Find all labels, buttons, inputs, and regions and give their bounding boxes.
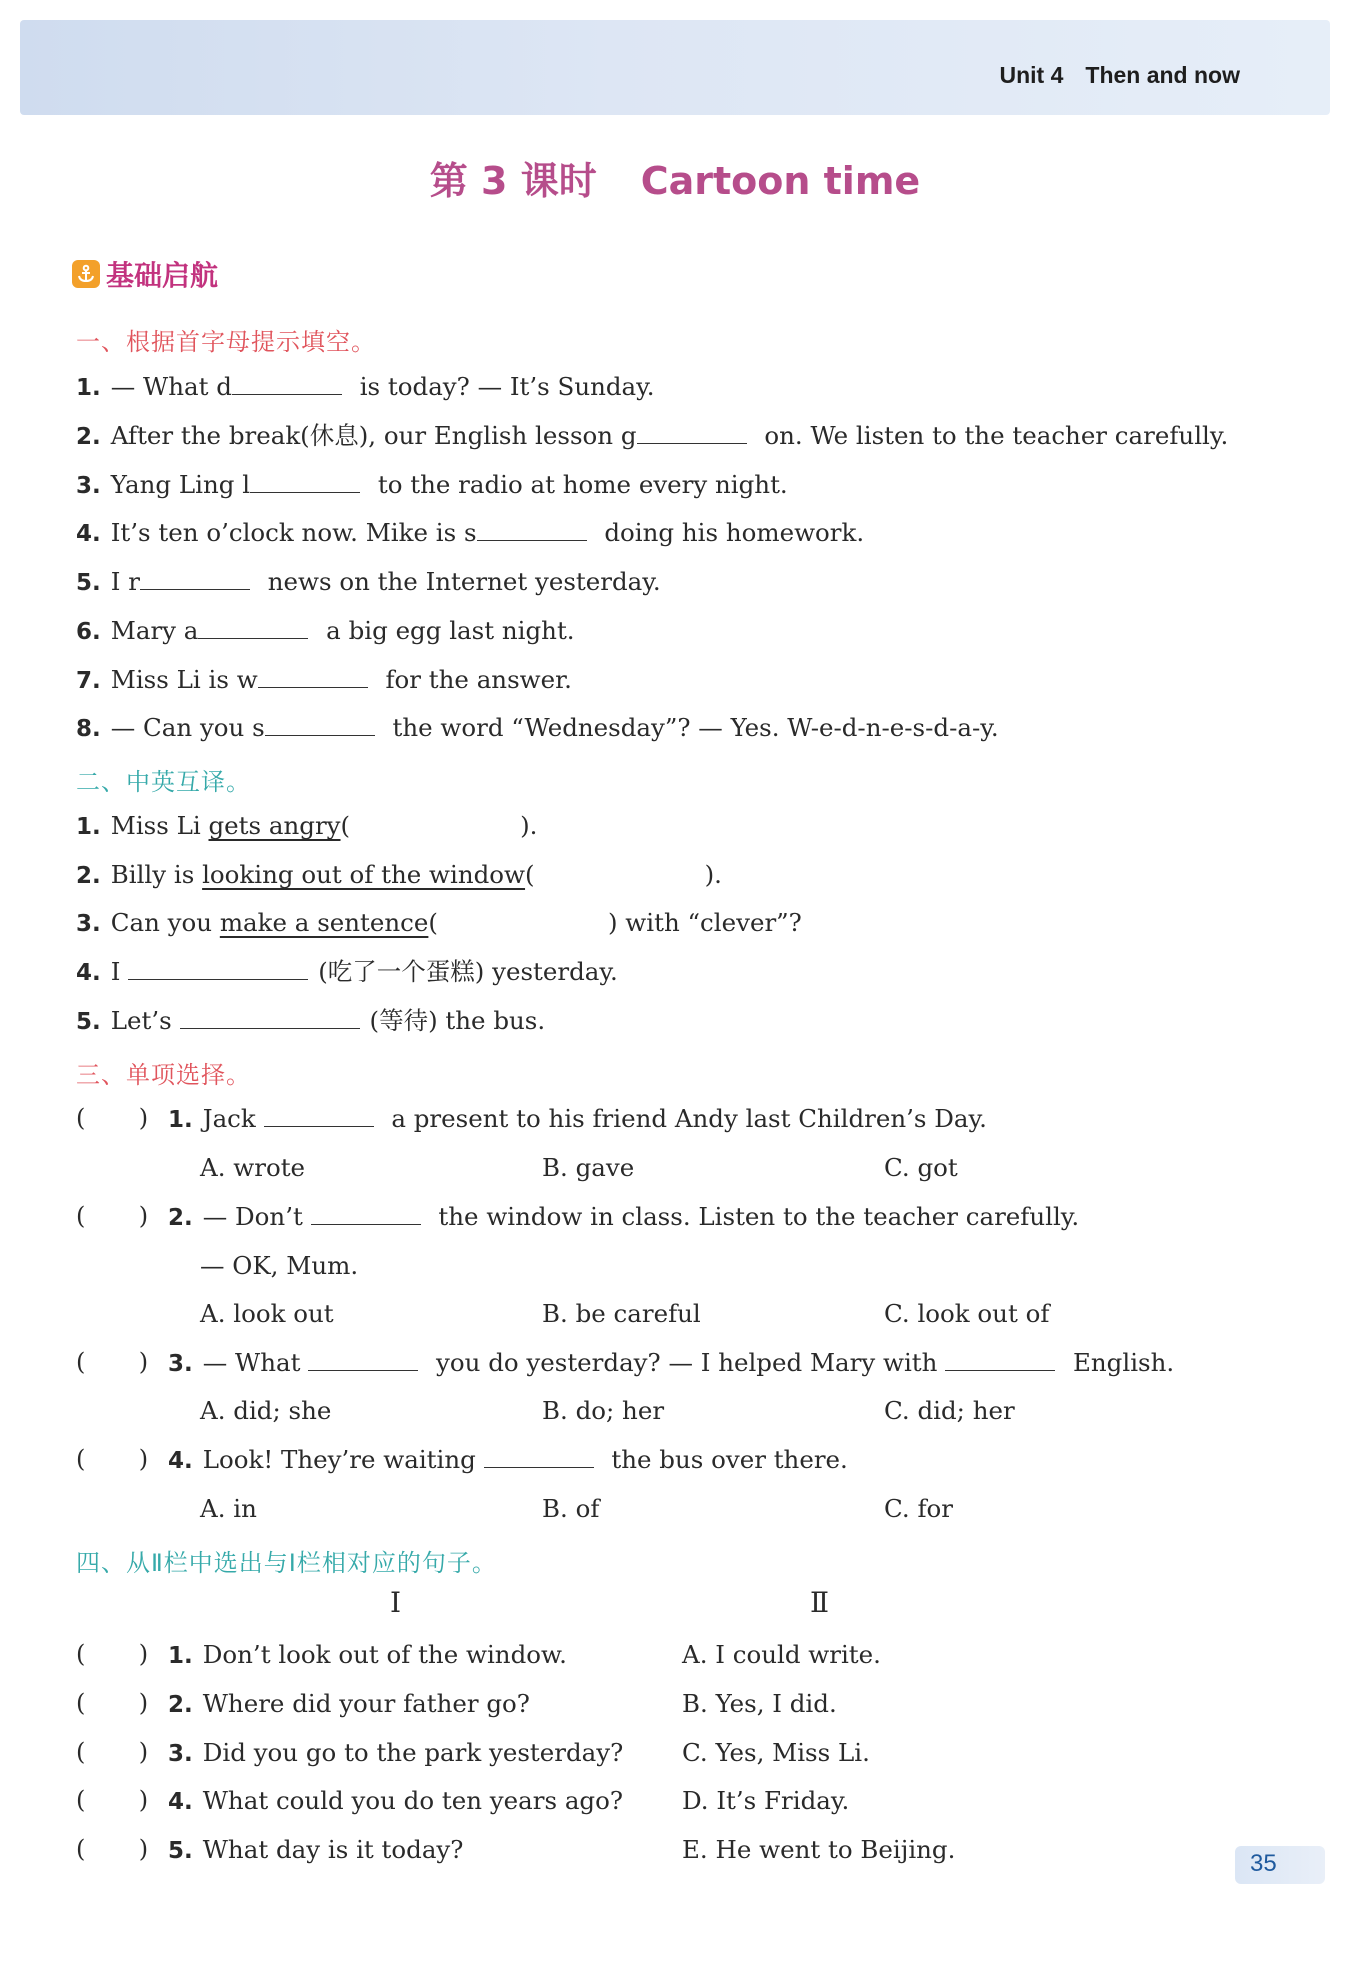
answer-paren[interactable]: ( )	[76, 1689, 149, 1717]
match-right-item: B. Yes, I did.	[682, 1689, 837, 1718]
option-a: A. look out	[200, 1299, 334, 1328]
part3-heading: 三、单项选择。	[76, 1061, 251, 1089]
part2-item: 5. Let’s (等待) the bus.	[76, 1006, 546, 1035]
answer-paren[interactable]: ( )	[76, 1104, 149, 1132]
answer-blank[interactable]	[945, 1348, 1055, 1371]
part3-item: 4. Look! They’re waiting the bus over there.	[168, 1445, 848, 1474]
unit-header	[1000, 62, 1241, 89]
answer-blank[interactable]	[311, 1202, 421, 1225]
lesson-name: Cartoon time	[640, 159, 921, 203]
answer-paren[interactable]: ( )	[76, 1445, 149, 1473]
option-b: B. of	[542, 1494, 600, 1523]
match-left-item: 4. What could you do ten years ago?	[168, 1786, 623, 1815]
answer-blank[interactable]	[637, 421, 747, 444]
answer-blank[interactable]	[484, 1445, 594, 1468]
option-a: A. did; she	[200, 1396, 332, 1425]
answer-paren[interactable]: ( )	[76, 1202, 149, 1230]
answer-paren[interactable]: ( )	[76, 1738, 149, 1766]
option-b: B. do; her	[542, 1396, 665, 1425]
part1-item: 7. Miss Li is w for the answer.	[76, 665, 572, 694]
part2-item: 1. Miss Li gets angry( ).	[76, 811, 538, 840]
match-right-item: A. I could write.	[682, 1640, 881, 1669]
match-left-item: 2. Where did your father go?	[168, 1689, 530, 1718]
match-right-item: D. It’s Friday.	[682, 1786, 850, 1815]
answer-paren[interactable]: ( )	[76, 1348, 149, 1376]
option-c: C. look out of	[884, 1299, 1050, 1328]
match-right-item: C. Yes, Miss Li.	[682, 1738, 870, 1767]
answer-blank[interactable]	[232, 372, 342, 395]
option-c: C. for	[884, 1494, 953, 1523]
answer-paren[interactable]: ( )	[76, 1835, 149, 1863]
part1-item: 3. Yang Ling l to the radio at home every night.	[76, 470, 788, 499]
column-heading-1: Ⅰ	[390, 1586, 402, 1619]
part1-item: 1. — What d is today? — It’s Sunday.	[76, 372, 655, 401]
part2-item: 4. I (吃了一个蛋糕) yesterday.	[76, 957, 618, 986]
column-heading-2: Ⅱ	[810, 1586, 830, 1619]
section-banner	[72, 254, 218, 294]
part1-item: 6. Mary a a big egg last night.	[76, 616, 575, 645]
answer-paren[interactable]: ( )	[76, 1640, 149, 1668]
answer-blank[interactable]	[265, 713, 375, 736]
answer-blank[interactable]	[250, 470, 360, 493]
part3-item: 1. Jack a present to his friend Andy last Children’s Day.	[168, 1104, 987, 1133]
answer-blank[interactable]	[140, 567, 250, 590]
part1-item: 4. It’s ten o’clock now. Mike is s doing his homework.	[76, 518, 865, 547]
match-left-item: 5. What day is it today?	[168, 1835, 464, 1864]
answer-blank[interactable]	[308, 1348, 418, 1371]
part1-item: 8. — Can you s the word “Wednesday”? — Yes. W-e-d-n-e-s-d-a-y.	[76, 713, 999, 742]
part3-item: 3. — What you do yesterday? — I helped Mary with English.	[168, 1348, 1175, 1377]
answer-blank[interactable]	[264, 1104, 374, 1127]
dialogue-reply: — OK, Mum.	[200, 1251, 359, 1280]
answer-blank[interactable]	[258, 665, 368, 688]
lesson-title	[0, 150, 1350, 205]
part2-item: 2. Billy is looking out of the window( ).	[76, 860, 722, 889]
match-right-item: E. He went to Beijing.	[682, 1835, 956, 1864]
part1-item: 2. After the break(休息), our English lesson g on. We listen to the teacher carefully.	[76, 421, 1229, 450]
section-label: 基础启航	[106, 259, 219, 292]
unit-topic: Then and now	[1085, 62, 1240, 88]
answer-blank[interactable]	[180, 1006, 360, 1029]
match-left-item: 1. Don’t look out of the window.	[168, 1640, 567, 1669]
answer-blank[interactable]	[477, 518, 587, 541]
part2-item: 3. Can you make a sentence( ) with “clever”?	[76, 908, 802, 937]
part4-heading: 四、从Ⅱ栏中选出与Ⅰ栏相对应的句子。	[76, 1549, 497, 1577]
part1-item: 5. I r news on the Internet yesterday.	[76, 567, 661, 596]
page-number: 35	[1250, 1850, 1277, 1877]
part2-heading: 二、中英互译。	[76, 768, 251, 796]
part3-item: 2. — Don’t the window in class. Listen to the teacher carefully.	[168, 1202, 1080, 1231]
anchor-icon	[72, 260, 100, 288]
lesson-number: 第 3 课时	[429, 159, 597, 203]
option-a: A. wrote	[200, 1153, 306, 1182]
answer-paren[interactable]: ( )	[76, 1786, 149, 1814]
option-c: C. did; her	[884, 1396, 1015, 1425]
match-left-item: 3. Did you go to the park yesterday?	[168, 1738, 624, 1767]
option-a: A. in	[200, 1494, 257, 1523]
option-c: C. got	[884, 1153, 958, 1182]
option-b: B. be careful	[542, 1299, 701, 1328]
page-number-tab	[1235, 1846, 1325, 1884]
part1-heading: 一、根据首字母提示填空。	[76, 328, 376, 356]
unit-number: Unit 4	[999, 62, 1064, 88]
option-b: B. gave	[542, 1153, 635, 1182]
answer-blank[interactable]	[198, 616, 308, 639]
answer-blank[interactable]	[128, 957, 308, 980]
